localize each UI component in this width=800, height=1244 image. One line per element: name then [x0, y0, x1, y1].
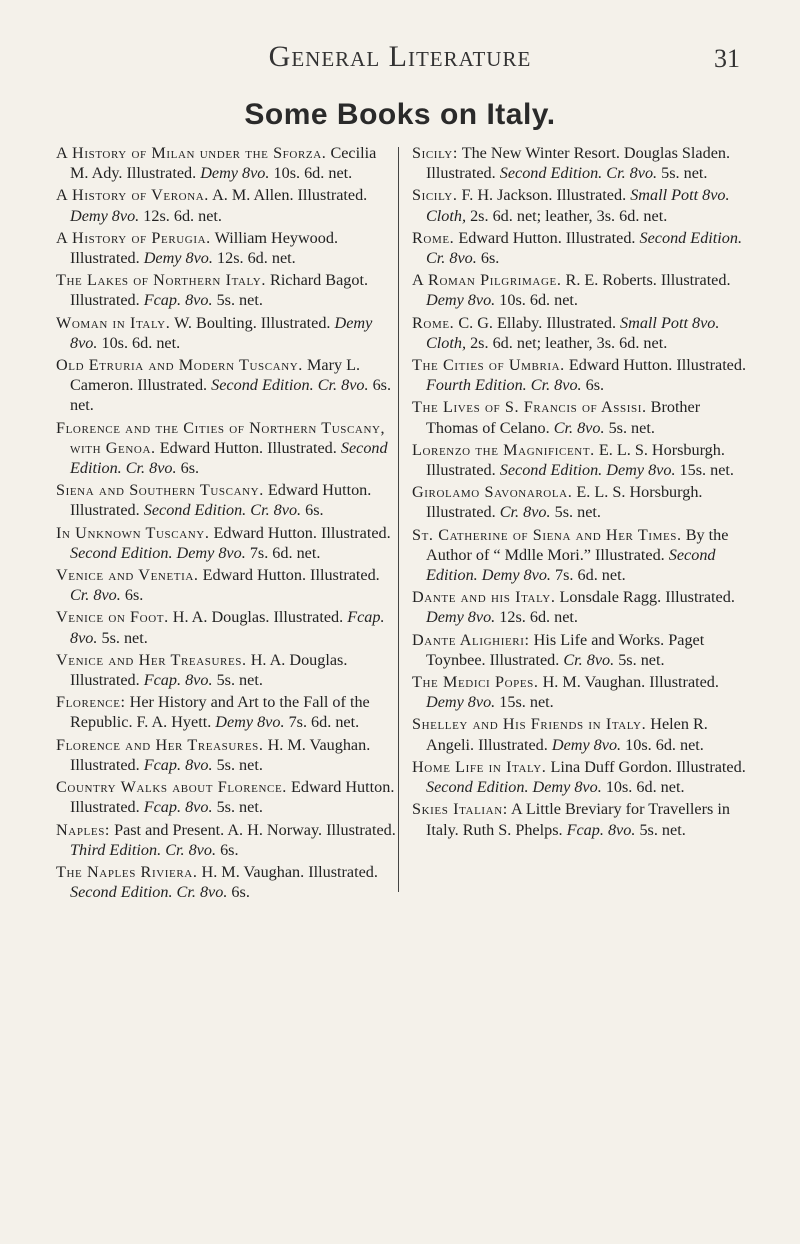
- book-title: A History of Perugia.: [56, 228, 211, 247]
- book-title: Skies Italian:: [412, 800, 508, 819]
- book-description: Edward Hutton. Illustrated.: [213, 523, 391, 542]
- right-column: [412, 143, 752, 842]
- book-description: Her History and Art to the Fall of the Republic. F. A. Hyett.: [70, 693, 370, 732]
- book-format: Fcap. 8vo.: [143, 798, 213, 817]
- book-entry: [412, 228, 752, 268]
- book-title: The Cities of Umbria.: [412, 356, 565, 375]
- book-format: Fourth Edition. Cr. 8vo.: [426, 376, 582, 395]
- left-column: [56, 143, 396, 904]
- book-format: Second Edition. Cr. 8vo.: [211, 376, 369, 395]
- book-description: H. A. Douglas. Illustrated.: [70, 650, 348, 690]
- book-description: Edward Hutton. Illustrated.: [70, 481, 372, 520]
- book-title: Sicily.: [412, 186, 458, 205]
- book-title: Lorenzo the Magnificent.: [412, 440, 595, 459]
- book-entry: [56, 650, 396, 690]
- book-entry: [56, 143, 396, 183]
- book-format: Cr. 8vo.: [499, 503, 551, 522]
- book-format: Demy 8vo.: [426, 608, 496, 627]
- book-description: By the Author of “ Mdlle Mori.” Illustrated.: [426, 525, 729, 564]
- book-title: Girolamo Savonarola.: [412, 483, 573, 502]
- book-price: 10s. 6d. net.: [101, 333, 181, 352]
- book-format: Second Edition. Cr. 8vo.: [70, 883, 228, 902]
- book-format: Second Edition. Demy 8vo.: [70, 543, 246, 562]
- book-format: Small Pott 8vo. Cloth,: [426, 186, 730, 225]
- book-format: Demy 8vo.: [426, 693, 496, 712]
- book-description: William Heywood. Illustrated.: [70, 228, 339, 268]
- book-price: 7s. 6d. net.: [249, 543, 321, 562]
- page-number: 31: [714, 44, 740, 73]
- book-title: Rome.: [412, 228, 455, 247]
- book-format: Fcap. 8vo.: [143, 755, 213, 774]
- book-price: 7s. 6d. net.: [555, 566, 626, 585]
- book-format: Demy 8vo.: [70, 206, 140, 225]
- book-description: W. Boulting. Illustrated.: [174, 313, 331, 332]
- book-price: 5s. net.: [639, 820, 686, 839]
- book-price: 5s. net.: [554, 503, 601, 522]
- book-description: H. M. Vaughan. Illustrated.: [542, 673, 719, 692]
- book-title: Venice and Venetia.: [56, 566, 199, 585]
- book-format: Demy 8vo.: [70, 313, 373, 352]
- book-entry: [412, 185, 752, 225]
- book-entry: [412, 143, 752, 183]
- book-entry: [56, 565, 396, 605]
- book-description: R. E. Roberts. Illustrated.: [565, 271, 731, 290]
- book-price: 15s. net.: [499, 693, 554, 712]
- book-price: 6s. net.: [70, 376, 392, 415]
- book-format: Second Edition. Cr. 8vo.: [70, 438, 388, 478]
- book-title: A Roman Pilgrimage.: [412, 271, 562, 290]
- book-title: St. Catherine of Siena and Her Times.: [412, 525, 682, 544]
- book-title: Siena and Southern Tuscany.: [56, 481, 264, 500]
- book-description: His Life and Works. Paget Toynbee. Illustrated.: [426, 630, 705, 669]
- book-format: Demy 8vo.: [143, 249, 213, 268]
- book-entry: [56, 270, 396, 310]
- book-description: E. L. S. Horsburgh. Illustrated.: [426, 483, 703, 522]
- book-title: Dante Alighieri:: [412, 630, 530, 649]
- book-description: A. M. Allen. Illustrated.: [212, 186, 368, 205]
- book-description: Lonsdale Ragg. Illustrated.: [559, 588, 735, 607]
- book-price: 10s. 6d. net.: [625, 735, 704, 754]
- book-price: 10s. 6d. net.: [499, 291, 578, 310]
- book-format: Cr. 8vo.: [70, 586, 121, 605]
- book-title: The Lakes of Northern Italy.: [56, 271, 266, 290]
- book-price: 2s. 6d. net; leather, 3s. 6d. net.: [470, 206, 668, 225]
- book-title: Sicily:: [412, 144, 458, 162]
- book-entry: [56, 355, 396, 416]
- book-description: H. M. Vaughan. Illustrated.: [70, 735, 371, 774]
- book-price: 6s.: [231, 883, 250, 902]
- book-price: 15s. net.: [679, 461, 734, 480]
- book-description: Mary L. Cameron. Illustrated.: [70, 356, 361, 395]
- book-description: The New Winter Resort. Douglas Sladen. Illustrated.: [426, 144, 731, 183]
- book-entry: [56, 735, 396, 775]
- book-entry: [412, 525, 752, 586]
- book-entry: [412, 397, 752, 437]
- book-description: Edward Hutton. Illustrated.: [568, 356, 747, 375]
- book-title: Home Life in Italy.: [412, 757, 547, 776]
- book-entry: [56, 185, 396, 225]
- book-format: Demy 8vo.: [215, 713, 285, 732]
- book-description: C. G. Ellaby. Illustrated.: [458, 313, 616, 332]
- book-description: A Little Breviary for Travellers in Italy. Ruth S. Phelps.: [426, 800, 730, 839]
- book-description: Past and Present. A. H. Norway. Illustrated.: [114, 820, 396, 839]
- book-title: Venice and Her Treasures.: [56, 650, 247, 669]
- book-format: Fcap. 8vo.: [566, 820, 636, 839]
- book-description: E. L. S. Horsburgh. Illustrated.: [426, 440, 725, 480]
- book-entry: [412, 440, 752, 480]
- book-price: 6s.: [305, 501, 324, 520]
- book-entry: [56, 692, 396, 732]
- book-format: Third Edition. Cr. 8vo.: [70, 840, 217, 859]
- book-format: Second Edition. Demy 8vo.: [426, 545, 716, 585]
- book-description: Brother Thomas of Celano.: [426, 398, 701, 437]
- book-price: 10s. 6d. net.: [273, 164, 353, 183]
- book-format: Second Edition. Cr. 8vo.: [143, 501, 302, 520]
- book-title: Naples:: [56, 820, 111, 839]
- book-title: Florence:: [56, 693, 126, 712]
- book-entry: [56, 607, 396, 647]
- book-entry: [412, 313, 752, 353]
- book-format: Fcap. 8vo.: [70, 608, 385, 647]
- column-divider: [398, 147, 399, 892]
- book-entry: [412, 672, 752, 712]
- book-entry: [56, 523, 396, 563]
- book-price: 12s. 6d. net.: [499, 608, 578, 627]
- book-title: Shelley and His Friends in Italy.: [412, 715, 647, 734]
- book-title: In Unknown Tuscany.: [56, 523, 210, 542]
- book-description: Edward Hutton. Illustrated.: [70, 778, 395, 817]
- book-entry: [412, 799, 752, 839]
- book-entry: [412, 630, 752, 670]
- book-entry: [412, 482, 752, 522]
- book-entry: [412, 714, 752, 754]
- book-description: H. A. Douglas. Illustrated.: [172, 608, 344, 627]
- book-description: Lina Duff Gordon. Illustrated.: [550, 757, 746, 776]
- book-description: Cecilia M. Ady. Illustrated.: [70, 144, 377, 183]
- book-price: 7s. 6d. net.: [288, 713, 360, 732]
- book-price: 5s. net.: [216, 798, 263, 817]
- book-format: Fcap. 8vo.: [143, 291, 213, 310]
- book-format: Cr. 8vo.: [553, 418, 605, 437]
- book-title: A History of Verona.: [56, 186, 209, 205]
- book-price: 5s. net.: [101, 628, 148, 647]
- book-title: A History of Milan under the Sforza.: [56, 144, 327, 162]
- book-format: Demy 8vo.: [426, 291, 496, 310]
- book-description: Helen R. Angeli. Illustrated.: [426, 715, 708, 754]
- book-price: 10s. 6d. net.: [605, 778, 685, 797]
- book-entry: [56, 313, 396, 353]
- book-format: Second Edition. Demy 8vo.: [499, 461, 676, 480]
- book-price: 12s. 6d. net.: [143, 206, 222, 225]
- book-format: Second Edition. Cr. 8vo.: [426, 228, 743, 268]
- book-price: 5s. net.: [618, 650, 665, 669]
- book-price: 6s.: [180, 459, 200, 478]
- book-entry: [412, 757, 752, 797]
- book-format: Second Edition. Demy 8vo.: [426, 778, 602, 797]
- book-price: 5s. net.: [216, 671, 263, 690]
- book-title: Woman in Italy.: [56, 313, 171, 332]
- book-entry: [412, 587, 752, 627]
- book-description: H. M. Vaughan. Illustrated.: [201, 862, 378, 881]
- book-description: Richard Bagot. Illustrated.: [70, 271, 369, 310]
- book-entry: [56, 777, 396, 817]
- book-price: 6s.: [124, 586, 144, 605]
- book-description: F. H. Jackson. Illustrated.: [461, 186, 627, 205]
- book-format: Demy 8vo.: [200, 164, 270, 183]
- book-entry: [56, 862, 396, 902]
- book-format: Demy 8vo.: [551, 735, 622, 754]
- book-entry: [56, 228, 396, 268]
- book-title: Florence and the Cities of Northern Tuscany, with Genoa.: [56, 418, 386, 457]
- book-price: 5s. net.: [216, 291, 263, 310]
- book-format: Small Pott 8vo. Cloth,: [426, 313, 720, 352]
- book-title: Florence and Her Treasures.: [56, 735, 264, 754]
- book-price: 5s. net.: [661, 164, 708, 183]
- book-price: 6s.: [220, 840, 239, 859]
- book-format: Second Edition. Cr. 8vo.: [499, 164, 658, 183]
- book-title: The Lives of S. Francis of Assisi.: [412, 398, 647, 417]
- book-title: Venice on Foot.: [56, 608, 169, 627]
- book-price: 12s. 6d. net.: [217, 249, 296, 268]
- book-price: 6s.: [480, 249, 500, 268]
- book-entry: [56, 418, 396, 479]
- book-price: 5s. net.: [216, 755, 263, 774]
- book-title: The Naples Riviera.: [56, 862, 198, 881]
- book-entry: [56, 480, 396, 520]
- book-price: 5s. net.: [608, 418, 655, 437]
- section-title: Some Books on Italy.: [244, 98, 556, 131]
- book-price: 6s.: [585, 376, 605, 395]
- book-description: Edward Hutton. Illustrated.: [458, 228, 636, 247]
- page-header: [0, 40, 800, 80]
- book-entry: [56, 820, 396, 860]
- book-title: Old Etruria and Modern Tuscany.: [56, 356, 303, 375]
- book-format: Fcap. 8vo.: [143, 671, 213, 690]
- book-format: Cr. 8vo.: [563, 650, 615, 669]
- book-title: The Medici Popes.: [412, 673, 539, 692]
- book-title: Country Walks about Florence.: [56, 778, 287, 797]
- book-title: Rome.: [412, 313, 455, 332]
- book-entry: [412, 270, 752, 310]
- book-description: Edward Hutton. Illustrated.: [159, 438, 337, 457]
- book-entry: [412, 355, 752, 395]
- book-title: Dante and his Italy.: [412, 588, 556, 607]
- book-description: Edward Hutton. Illustrated.: [202, 566, 380, 585]
- running-title: General Literature: [268, 40, 532, 73]
- book-price: 2s. 6d. net; leather, 3s. 6d. net.: [470, 333, 668, 352]
